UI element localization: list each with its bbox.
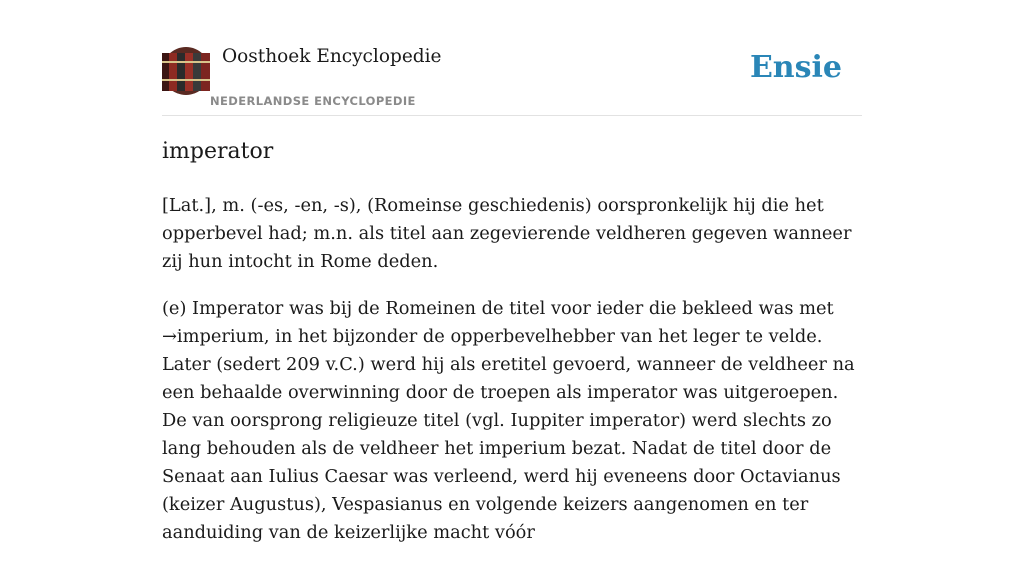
page-container [162,0,862,543]
site-name[interactable]: Oosthoek Encyclopedie [222,46,442,67]
article-title: imperator [162,139,274,164]
encyclopedia-books-icon[interactable] [162,47,210,95]
site-tagline: NEDERLANDSE ENCYCLOPEDIE [210,94,416,108]
ensie-brand-logo[interactable]: Ensie [749,50,842,85]
article-paragraph: [Lat.], m. (-es, -en, -s), (Romeinse geschiedenis) oorspronkelijk hij die het opperbevel had; m.n. als titel aan zegevierende veldheren gegeven wanneer zij hun intocht in Rome deden. [162,195,852,272]
site-header [162,0,862,116]
article-body [162,192,862,566]
article-paragraph: (e) Imperator was bij de Romeinen de titel voor ieder die bekleed was met →imperium, in het bijzonder de opperbevelhebber van het leger te velde. Later (sedert 209 v.C.) werd hij als eretitel gevoerd, wanneer de veldheer na een behaalde overwinning door de troepen als imperator was uitgeroepen. De van oorsprong religieuze titel (vgl. Iuppiter imperator) werd slechts zo lang behouden als de veldheer het imperium bezat. Nadat de titel door de Senaat aan Iulius Caesar was verleend, werd hij eveneens door Octavianus (keizer Augustus), Vespasianus en volgende keizers aangenomen en ter aanduiding van de keizerlijke macht vóór [162,298,855,543]
